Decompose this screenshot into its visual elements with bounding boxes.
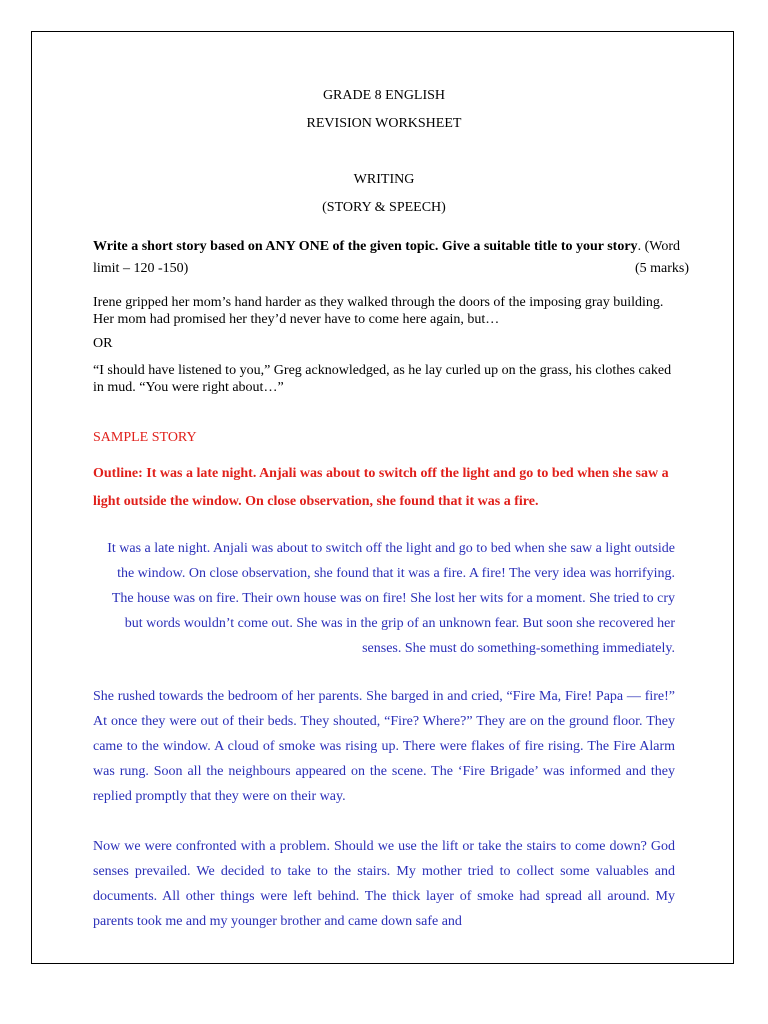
story-paragraph-2: She rushed towards the bedroom of her parents. She barged in and cried, “Fire Ma, Fire! Papa — fire!” At once they were out of their beds. They shouted, “Fire? Where?” They are on the ground floor. They came to the window. A cloud of smoke was rising up. There were flakes of fire rising. The Fire Alarm was rung. Soon all the neighbours appeared on the scene. The ‘Fire Brigade’ was informed and they replied promptly that they were on their way. (93, 689, 675, 804)
word-limit: . (Word limit – 120 -150) (93, 239, 680, 276)
section-subheading: (STORY & SPEECH) (322, 200, 446, 215)
story-prompt-1: Irene gripped her mom’s hand harder as they walked through the doors of the imposing gray building. Her mom had promised her they’d never have to come here again, but… (93, 295, 664, 327)
grade-heading: GRADE 8 ENGLISH (322, 88, 446, 103)
instruction-bold-1: Write a short story based on ANY ONE of the given topic (93, 239, 435, 254)
or-separator: OR (93, 336, 113, 351)
worksheet-heading: REVISION WORKSHEET (306, 116, 462, 131)
instruction-bold-2: . Give a suitable title to your story (434, 239, 638, 254)
story-paragraph-3: Now we were confronted with a problem. Should we use the lift or take the stairs to come down? God senses prevailed. We decided to take to the stairs. My mother tried to collect some valuables and documents. All other things were left behind. The thick layer of smoke had spread all around. My parents took me and my younger brother and came down safe and (93, 839, 675, 929)
story-prompt-2: “I should have listened to you,” Greg acknowledged, as he lay curled up on the grass, his clothes caked in mud. “You were right about…” (93, 363, 672, 395)
sample-story-label: SAMPLE STORY (93, 430, 197, 445)
story-outline: Outline: It was a late night. Anjali was about to switch off the light and go to bed when she saw a light outside the window. On close observation, she found that it was a fire. (93, 466, 669, 509)
marks-label: (5 marks) (634, 261, 689, 276)
section-heading: WRITING (353, 172, 415, 187)
story-paragraph-1: It was a late night. Anjali was about to switch off the light and go to bed when she saw a light outside the window. On close observation, she found that it was a fire. A fire! The very idea was horrifying. The house was on fire. Their own house was on fire! She lost her wits for a moment. She tried to cry but words wouldn’t come out. She was in the grip of an unknown fear. But soon she recovered her senses. She must do something-something immediately. (107, 541, 675, 656)
task-instruction (93, 236, 693, 280)
